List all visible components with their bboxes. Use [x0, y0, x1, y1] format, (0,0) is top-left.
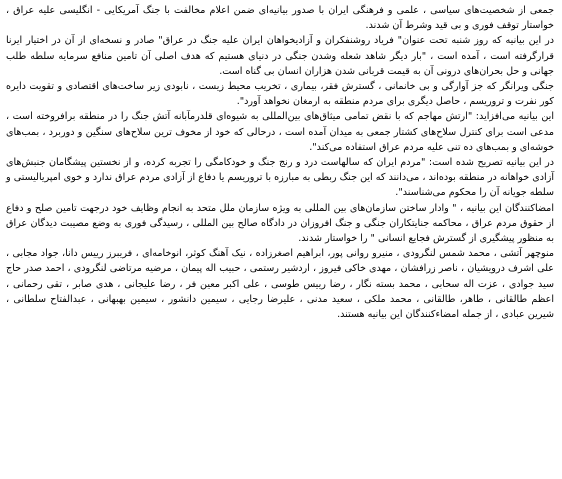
- article-paragraph-intro: جمعی از شخصیت‌های سیاسی ، علمی و فرهنگی ایران با صدور بیانیه‌ای ضمن اعلام مخالفت با جنگ آمریکایی - انگلیسی علیه عراق ، خواستار توقف فوری و بی قید وشرط آن شدند.: [6, 5, 554, 32]
- article-paragraph-signatories: منوچهر آتشی ، محمد شمس لنگرودی ، منیرو روانی پور، ابراهیم اصغرزاده ، نیک آهنگ کوثر، انوخامه‌ای ، فریبرز رییس دانا، جواد مجابی ، علی اشرف درویشیان ، ناصر زرافشان ، مهدی خاکی فیروز ، اردشیر رستمی ، حبیب اله پیمان ، مرضیه مرتاضی لنگرودی ، احمد صدر حاج سید جوادی ، عزت اله سحابی ، محمد بسته نگار ، رضا رییس طوسی ، علی اکبر معین فر ، رضا علیجانی ، هدی صابر ، تقی رحمانی ، اعظم طالقانی ، طاهر، طالقانی ، محمد ملکی ، سعید مدنی ، علیرضا رجایی ، سیمین دانشور ، سیمین بهبهانی ، عبدالفتاح سلطانی ، شیرین عبادی ، از جمله امضاءکنندگان این بیانیه هستند.: [6, 248, 554, 321]
- article-paragraph-weapons: این بیانیه می‌افزاید: "ارتش مهاجم که با نقض تمامی میثاق‌های بین‌المللی به شیوه‌ای قلدرمآبانه آتش جنگ را در منطقه برافروخته است ، مدعی است برای کنترل سلاح‌های کشتار جمعی به میدان آمده است ، درحالی که خود از مخوف ترین سلاح‌های سنگین و دوربرد ، بمب‌های خوشه‌ای و بمب‌های ده تنی علیه مردم عراق استفاده می‌کند".: [6, 111, 554, 153]
- article-paragraph-demands: امضاکنندگان این بیانیه ، " وادار ساختن سازمان‌های بین المللی به ویژه سازمان ملل متحد به انجام وظایف خود درجهت تامین صلح و دفاع از حقوق مردم عراق ، محاکمه جنایتکاران جنگی و جنگ افروزان در دادگاه صالح بین المللی ، رسیدگی فوری به وضع مصیبت دیدگان عراق به منظور پیشگیری از گسترش فجایع انسانی " را خواستار شدند.: [6, 202, 554, 245]
- article-paragraph-war-effects: جنگی ویرانگر که جز آوارگی و بی خانمانی ، گسترش فقر، بیماری ، تخریب محیط زیست ، نابودی زیر ساخت‌های اقتصادی و تقویت دایره کور نفرت و تروریسم ، حاصل دیگری برای مردم منطقه به ارمغان نخواهد آورد".: [6, 81, 554, 108]
- article-paragraph-iranian-people: در این بیانیه تصریح شده است: "مردم ایران که سالهاست درد و رنج جنگ و خودکامگی را تجربه کرده، و از نخستین پیشگامان جنبش‌های آزادی خواهانه در منطقه بوده‌اند ، می‌دانند که این جنگ ربطی به مبارزه با تروریسم یا دفاع از آزادی مردم عراق ندارد و خوی امپریالیستی و سلطه جویانه آن را محکوم می‌شناسند".: [6, 157, 554, 199]
- article-paragraph-statement: در این بیانیه که روز شنبه تحت عنوان" فریاد روشنفکران و آزادیخواهان ایران علیه جنگ در عراق" صادر و نسخه‌ای از آن در اختیار ایرنا قرارگرفته است ، آمده است ، "بار دیگر شاهد شعله وشدن جنگی در دنیای هستیم که هدف اصلی آن تامین منافع سرمایه سلطه طلب جهانی و حل بحران‌های درونی آن به قیمت قربانی شدن هزاران انسان بی گناه است.: [6, 35, 554, 77]
